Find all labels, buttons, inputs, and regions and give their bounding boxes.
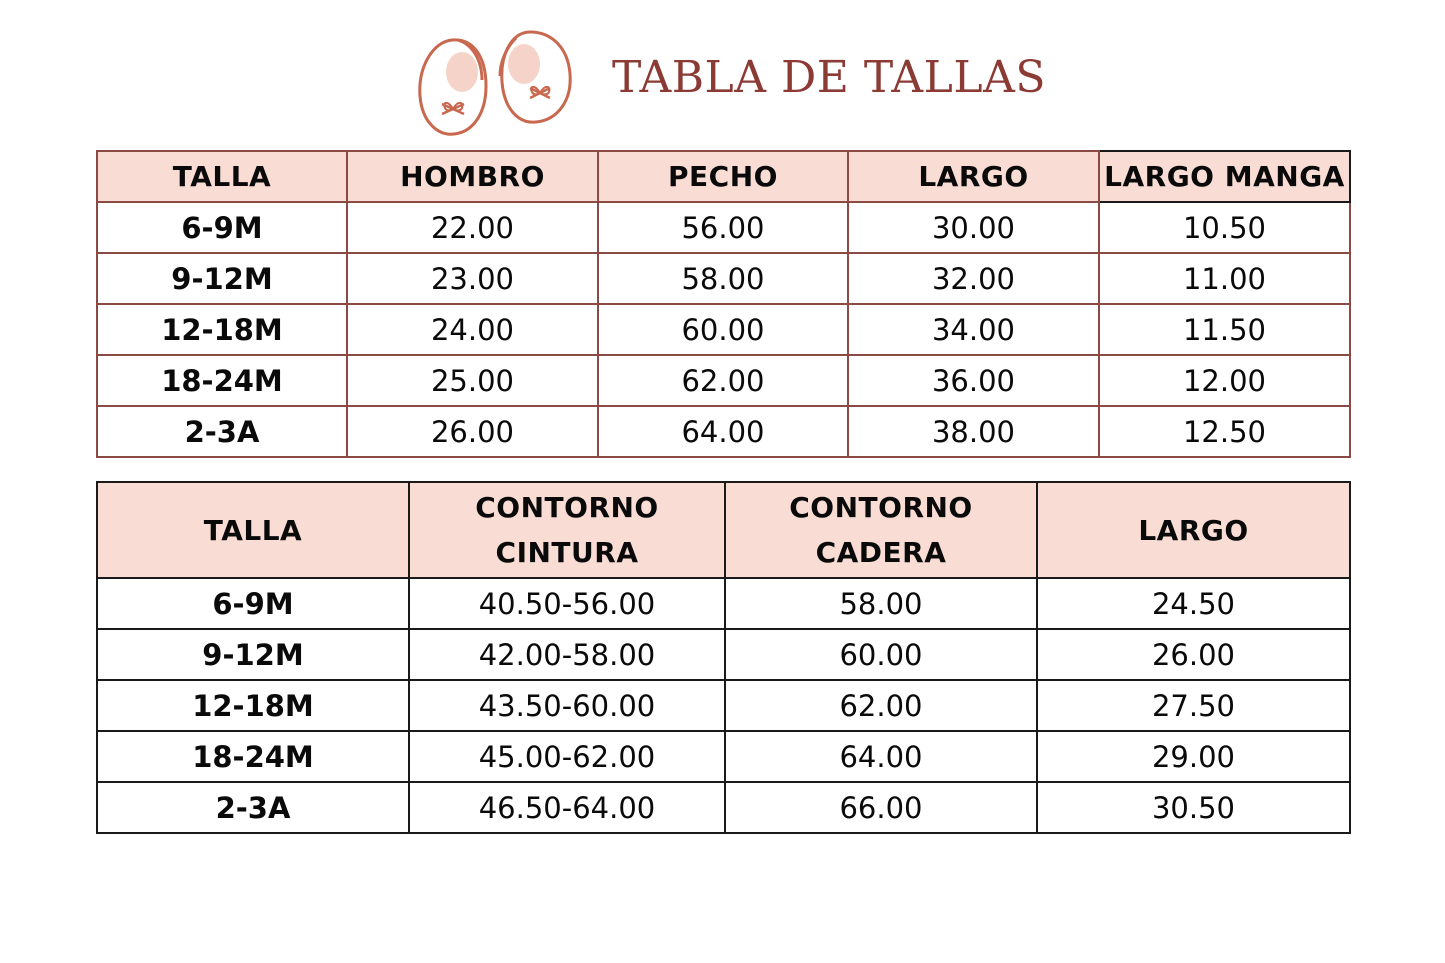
size-cell: 2-3A [97,406,347,457]
size-table-bottom [96,481,1351,834]
table-cell: 45.00-62.00 [409,731,725,782]
column-header: TALLA [97,482,409,578]
table-row [97,355,1350,406]
table-cell: 23.00 [347,253,598,304]
table-cell: 27.50 [1037,680,1350,731]
table-cell: 29.00 [1037,731,1350,782]
table-cell: 43.50-60.00 [409,680,725,731]
table-cell: 25.00 [347,355,598,406]
table-cell: 64.00 [725,731,1037,782]
size-cell: 6-9M [97,578,409,629]
column-header: LARGO [848,151,1099,202]
table-cell: 56.00 [598,202,848,253]
size-cell: 18-24M [97,731,409,782]
table-cell: 62.00 [725,680,1037,731]
column-header: CONTORNO CADERA [725,482,1037,578]
size-cell: 9-12M [97,629,409,680]
table-cell: 26.00 [347,406,598,457]
header [0,22,1445,142]
table-row [97,253,1350,304]
table-cell: 26.00 [1037,629,1350,680]
table-cell: 58.00 [725,578,1037,629]
column-header: LARGO MANGA [1099,151,1350,202]
table-row [97,202,1350,253]
size-cell: 9-12M [97,253,347,304]
table-cell: 11.00 [1099,253,1350,304]
column-header: LARGO [1037,482,1350,578]
table-cell: 46.50-64.00 [409,782,725,833]
table-row [97,578,1350,629]
table-cell: 64.00 [598,406,848,457]
table-cell: 58.00 [598,253,848,304]
table-row [97,304,1350,355]
right-shoe [500,32,570,122]
table-header-row [97,482,1350,578]
table-cell: 42.00-58.00 [409,629,725,680]
left-shoe [420,40,486,134]
table-cell: 40.50-56.00 [409,578,725,629]
size-cell: 6-9M [97,202,347,253]
table-cell: 38.00 [848,406,1099,457]
table-cell: 12.50 [1099,406,1350,457]
column-header: CONTORNO CINTURA [409,482,725,578]
table-cell: 60.00 [598,304,848,355]
page-title: TABLA DE TALLAS [612,52,1046,103]
size-table-top [96,150,1351,458]
column-header: TALLA [97,151,347,202]
column-header: PECHO [598,151,848,202]
table-cell: 24.00 [347,304,598,355]
table-row [97,731,1350,782]
table-cell: 11.50 [1099,304,1350,355]
table-header-row [97,151,1350,202]
size-cell: 12-18M [97,304,347,355]
table-row [97,782,1350,833]
table-cell: 60.00 [725,629,1037,680]
table-cell: 12.00 [1099,355,1350,406]
table-cell: 36.00 [848,355,1099,406]
table-row [97,406,1350,457]
table-cell: 66.00 [725,782,1037,833]
table-cell: 22.00 [347,202,598,253]
table-cell: 30.00 [848,202,1099,253]
size-cell: 18-24M [97,355,347,406]
table-cell: 30.50 [1037,782,1350,833]
table-cell: 32.00 [848,253,1099,304]
table-row [97,629,1350,680]
size-cell: 12-18M [97,680,409,731]
baby-shoes-icon [412,26,582,138]
table-row [97,680,1350,731]
size-cell: 2-3A [97,782,409,833]
table-cell: 62.00 [598,355,848,406]
table-cell: 10.50 [1099,202,1350,253]
table-cell: 34.00 [848,304,1099,355]
column-header: HOMBRO [347,151,598,202]
table-cell: 24.50 [1037,578,1350,629]
